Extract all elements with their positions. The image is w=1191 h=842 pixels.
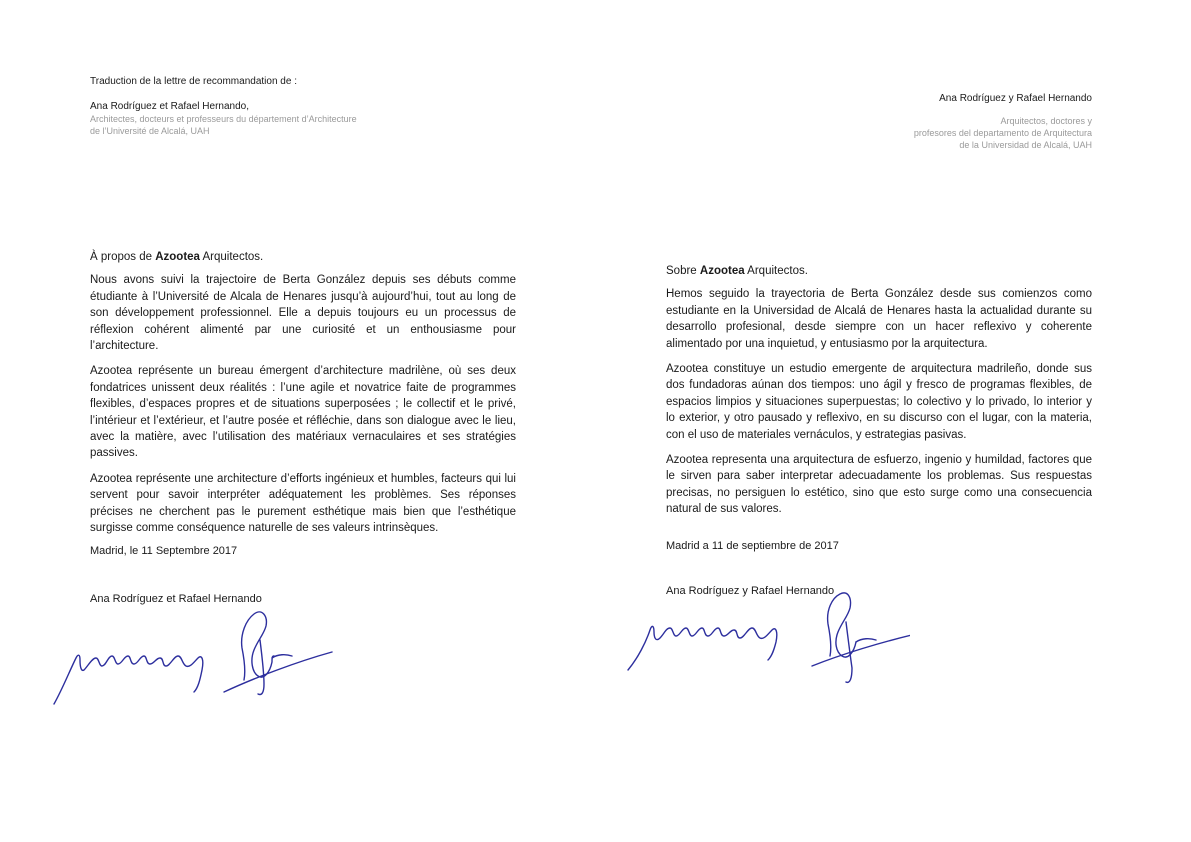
- letter-subject: [666, 263, 1092, 279]
- paragraph: Azootea représente une architecture d’efforts ingénieux et humbles, facteurs qui lui servent pour savoir interpréter adéquatement les problèmes. Ses réponses précises ne cherchent pas le purement esthétique mais bien que l’esthétique surgisse comme conséquence naturelle de ses valeurs intrinsèques.: [90, 472, 516, 535]
- authors-line: Ana Rodríguez et Rafael Hernando,: [90, 101, 249, 112]
- affiliation-line: profesores del departamento de Arquitectura: [913, 128, 1092, 138]
- subject-suffix: Arquitectos.: [744, 265, 808, 277]
- letter-date: Madrid, le 11 Septembre 2017: [90, 545, 238, 557]
- subject-firm-name: Azootea: [699, 265, 745, 277]
- subject-suffix: Arquitectos.: [199, 251, 264, 263]
- affiliation: [90, 113, 357, 137]
- affiliation-line: de la Universidad de Alcalá, UAH: [959, 140, 1092, 150]
- letter-date: Madrid a 11 de septiembre de 2017: [666, 540, 839, 552]
- handwritten-signature: [620, 590, 910, 690]
- authors-line: Ana Rodríguez y Rafael Hernando: [939, 93, 1092, 104]
- right-page-spanish: [596, 0, 1191, 842]
- letter-body: [666, 263, 1092, 527]
- paragraph: Azootea constituye un estudio emergente de arquitectura madrileño, donde sus dos fundadoras aúnan dos tiempos: uno ágil y fresco de programas flexibles, de espacios limpios y situaciones superpuestas; lo colectivo y lo privado, lo interior y lo exterior, y otro pausado y reflexivo, en su discurso con el lugar, con la materia, con el uso de materiales vernáculos, y estrategias pasivas.: [666, 363, 1092, 441]
- affiliation-line: Architectes, docteurs et professeurs du département d’Architecture: [90, 114, 357, 124]
- letter-subject: [90, 249, 516, 265]
- signatories: Ana Rodríguez y Rafael Hernando: [666, 585, 835, 597]
- paragraph: Hemos seguido la trayectoria de Berta González desde sus comienzos como estudiante en la Universidad de Alcalá de Henares hasta la actualidad durante su desarrollo profesional, desde siempre con un hacer reflexivo y coherente alimentado por una inquietud, y entusiasmo por la arquitectura.: [666, 288, 1092, 350]
- left-page-french: [0, 0, 595, 842]
- affiliation-line: de l’Université de Alcalá, UAH: [90, 126, 210, 136]
- subject-firm-name: Azootea: [155, 251, 200, 263]
- affiliation-line: Arquitectos, doctores y: [1000, 116, 1092, 126]
- paragraph: Nous avons suivi la trajectoire de Berta González depuis ses débuts comme étudiante à l’Université de Alcala de Henares jusqu’à aujourd’hui, tout au long de son développement professionnel. Elle a depuis toujours eu un processus de réflexion cohérent alimenté par une curiosité et un enthousiasme pour l’architecture.: [90, 274, 516, 353]
- paragraph: Azootea representa una arquitectura de esfuerzo, ingenio y humildad, factores que le sirven para saber interpretar adecuadamente los problemas. Sus respuestas precisas, no persiguen lo estético, sino que esto surge como una consecuencia natural de sus valores.: [666, 454, 1092, 516]
- signatories: Ana Rodríguez et Rafael Hernando: [90, 593, 262, 605]
- letter-body: [90, 249, 516, 546]
- affiliation: [914, 115, 1092, 151]
- subject-prefix: À propos de: [90, 251, 156, 263]
- translation-heading: Traduction de la lettre de recommandation de :: [90, 76, 297, 87]
- paragraph: Azootea représente un bureau émergent d’architecture madrilène, où ses deux fondatrices unissent deux réalités : l’une agile et novatrice faite de programmes flexibles, d’espaces propres et de situations superposées ; le collectif et le privé, l’intérieur et l’extérieur, et l’autre posée et réfléchie, dans son dialogue avec le lieu, avec la matière, avec l’utilisation des matériaux vernaculaires et ses stratégies passives.: [90, 365, 516, 460]
- subject-prefix: Sobre: [666, 265, 700, 277]
- handwritten-signature: [48, 600, 338, 710]
